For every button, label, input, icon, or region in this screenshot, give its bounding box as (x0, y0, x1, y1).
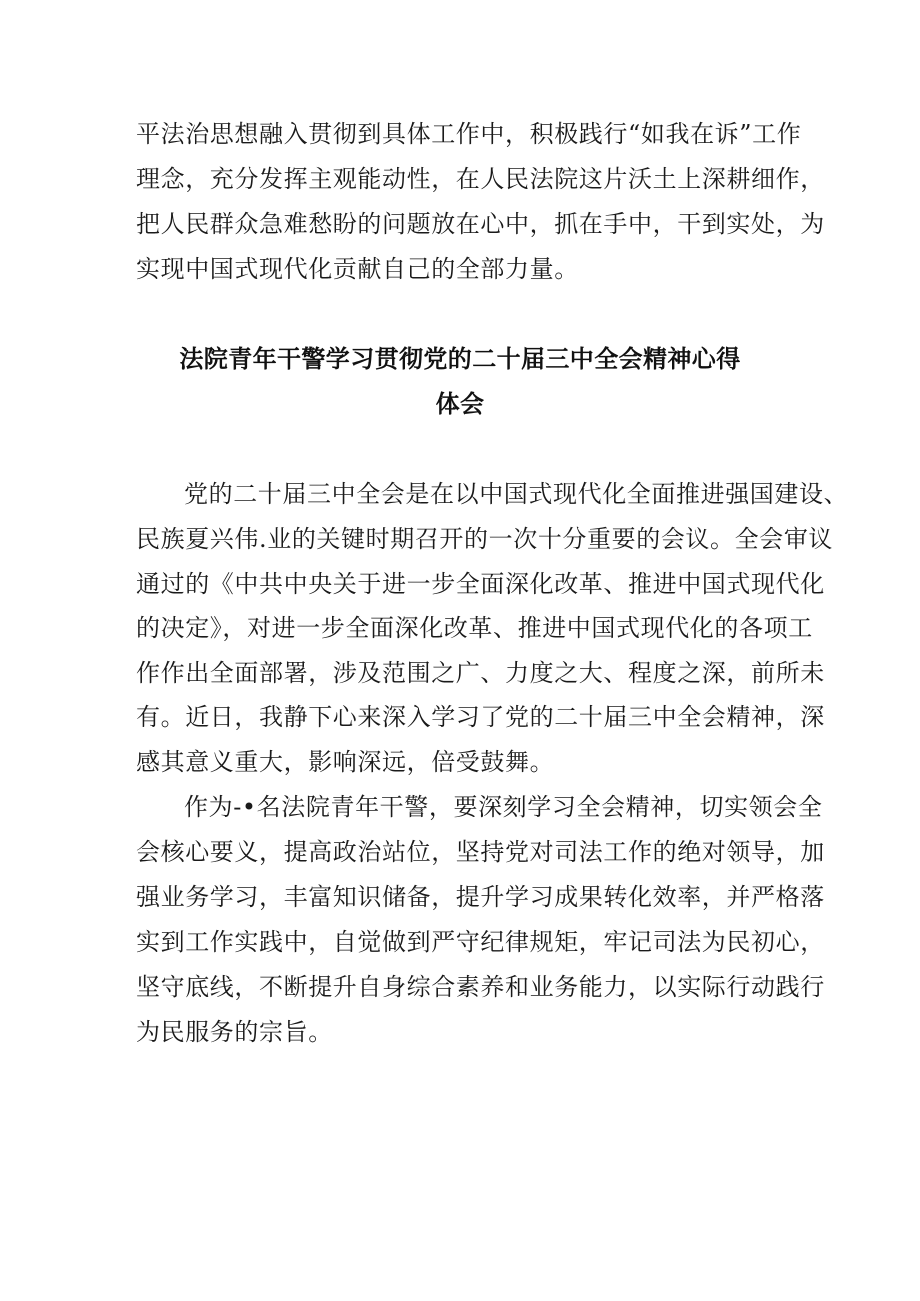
paragraph-line: 会核心要义，提高政治站位，坚持党对司法工作的绝对领导，加 (136, 838, 825, 866)
paragraph-line: 党的二十届三中全会是在以中国式现代化全面推进强国建设、 (184, 480, 849, 508)
paragraph-line: 实现中国式现代化贡献自己的全部力量。 (136, 255, 579, 283)
paragraph-line: 民族夏兴伟.业的关键时期召开的一次十分重要的会议。全会审议 (136, 525, 834, 553)
paragraph-line: 强业务学习，丰富知识储备，提升学习成果转化效率，并严格落 (136, 883, 825, 911)
article-title-line-1: 法院青年干警学习贯彻党的二十届三中全会精神心得 (179, 345, 741, 373)
paragraph-line: 作作出全面部署，涉及范围之广、力度之大、程度之深，前所未 (136, 659, 825, 687)
article-title-line-2: 体会 (435, 390, 485, 418)
paragraph-line: 的决定》，对进一步全面深化改革、推进中国式现代化的各项工 (136, 614, 813, 642)
paragraph-line: 为民服务的宗旨。 (136, 1018, 333, 1046)
paragraph-line: 平法治思想融入贯彻到具体工作中，积极践行“如我在诉”工作 (136, 120, 802, 148)
paragraph-line: 坚守底线，不断提升自身综合素养和业务能力，以实际行动践行 (136, 973, 825, 1001)
paragraph-line: 通过的《中共中央关于进一步全面深化改革、推进中国式现代化 (136, 570, 825, 598)
paragraph-line: 有。近日，我静下心来深入学习了党的二十届三中全会精神，深 (136, 703, 825, 731)
paragraph-line: 感其意义重大，影响深远，倍受鼓舞。 (136, 748, 555, 776)
paragraph-line: 把人民群众急难愁盼的问题放在心中，抓在手中，干到实处，为 (136, 210, 825, 238)
paragraph-line: 作为-•名法院青年干警，要深刻学习全会精神，切实领会全 (184, 793, 823, 821)
paragraph-line: 理念，充分发挥主观能动性，在人民法院这片沃土上深耕细作， (136, 165, 825, 193)
paragraph-line: 实到工作实践中，自觉做到严守纪律规矩，牢记司法为民初心， (136, 928, 825, 956)
